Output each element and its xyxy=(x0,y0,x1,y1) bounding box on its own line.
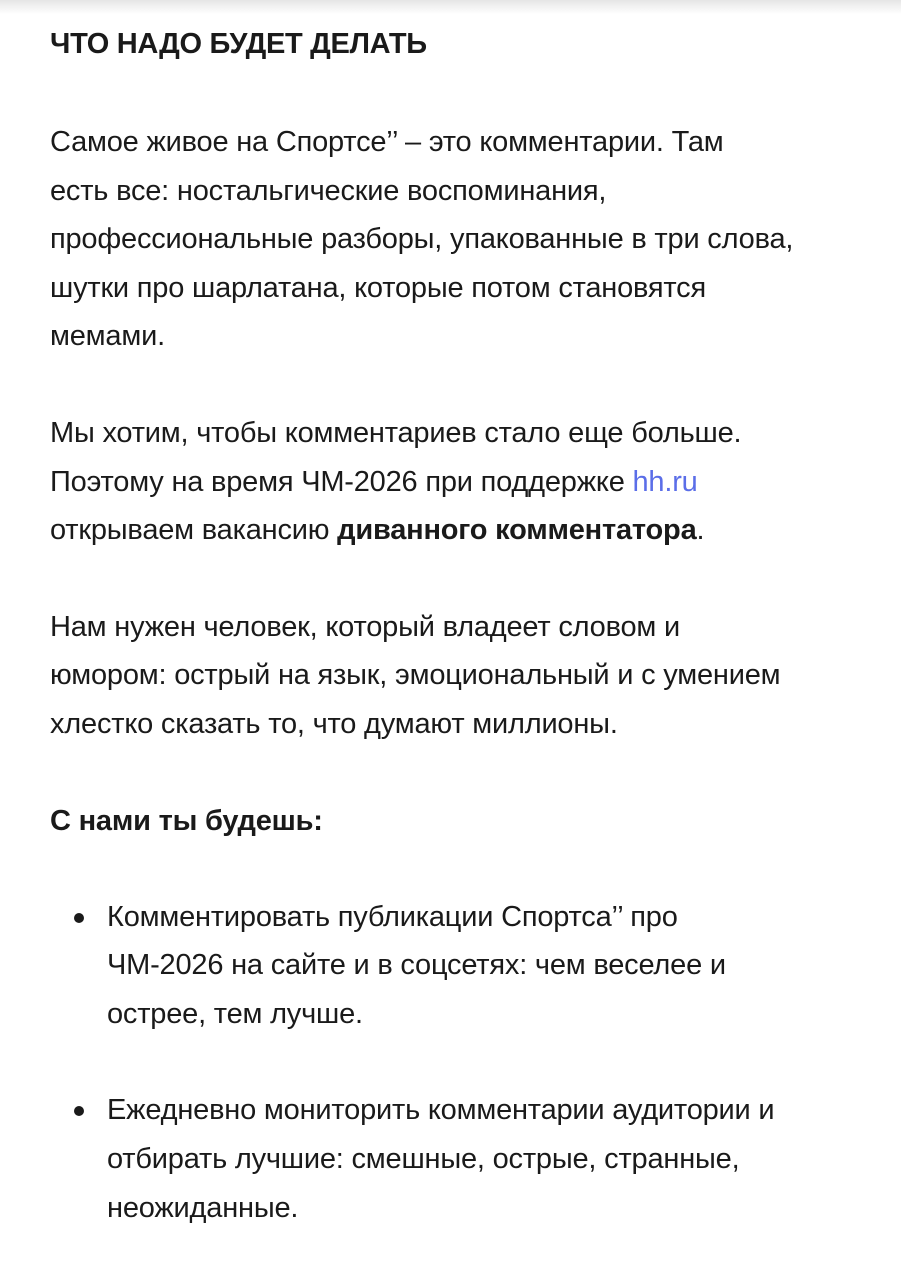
list-item-line: Комментировать публикации Спортса’’ про xyxy=(107,900,678,933)
paragraph-line: Мы хотим, чтобы комментариев стало еще больше. xyxy=(50,416,742,449)
paragraph-line: Поэтому на время ЧМ-2026 при поддержке xyxy=(50,465,633,498)
bullet-icon xyxy=(74,1106,84,1116)
list-item-line: отбирать лучшие: смешные, острые, странные, xyxy=(107,1142,740,1175)
paragraph-line: есть все: ностальгические воспоминания, xyxy=(50,174,607,207)
paragraph-requirements xyxy=(50,603,860,749)
paragraph-line: хлестко сказать то, что думают миллионы. xyxy=(50,707,618,740)
list-item-line: Ежедневно мониторить комментарии аудитории и xyxy=(107,1094,775,1127)
list-item-line: ЧМ-2026 на сайте и в соцсетях: чем веселее и xyxy=(107,949,726,982)
paragraph-intro xyxy=(50,118,860,361)
bullet-icon xyxy=(74,913,84,923)
paragraph-line: юмором: острый на язык, эмоциональный и с умением xyxy=(50,659,781,692)
paragraph-line: мемами. xyxy=(50,320,165,353)
hh-ru-link[interactable]: hh.ru xyxy=(632,465,698,498)
paragraph-vacancy xyxy=(50,409,860,555)
article-body xyxy=(50,22,860,1232)
job-title-bold: диванного комментатора xyxy=(337,514,697,547)
paragraph-line: открываем вакансию xyxy=(50,514,338,547)
paragraph-line: профессиональные разборы, упакованные в три слова, xyxy=(50,223,794,256)
top-edge-shadow xyxy=(0,0,901,14)
list-item-line: неожиданные. xyxy=(107,1191,299,1224)
paragraph-line: Нам нужен человек, который владеет словом и xyxy=(50,610,681,643)
section-heading: ЧТО НАДО БУДЕТ ДЕЛАТЬ xyxy=(50,28,427,60)
duties-list xyxy=(50,893,860,1233)
paragraph-line: шутки про шарлатана, которые потом становятся xyxy=(50,271,706,304)
duties-subheading: С нами ты будешь: xyxy=(50,804,323,837)
paragraph-line: Самое живое на Спортсе’’ – это комментарии. Там xyxy=(50,126,724,158)
list-item xyxy=(50,893,860,1039)
list-item-line: острее, тем лучше. xyxy=(107,997,363,1030)
list-item xyxy=(50,1086,860,1232)
paragraph-punctuation: . xyxy=(696,514,705,547)
